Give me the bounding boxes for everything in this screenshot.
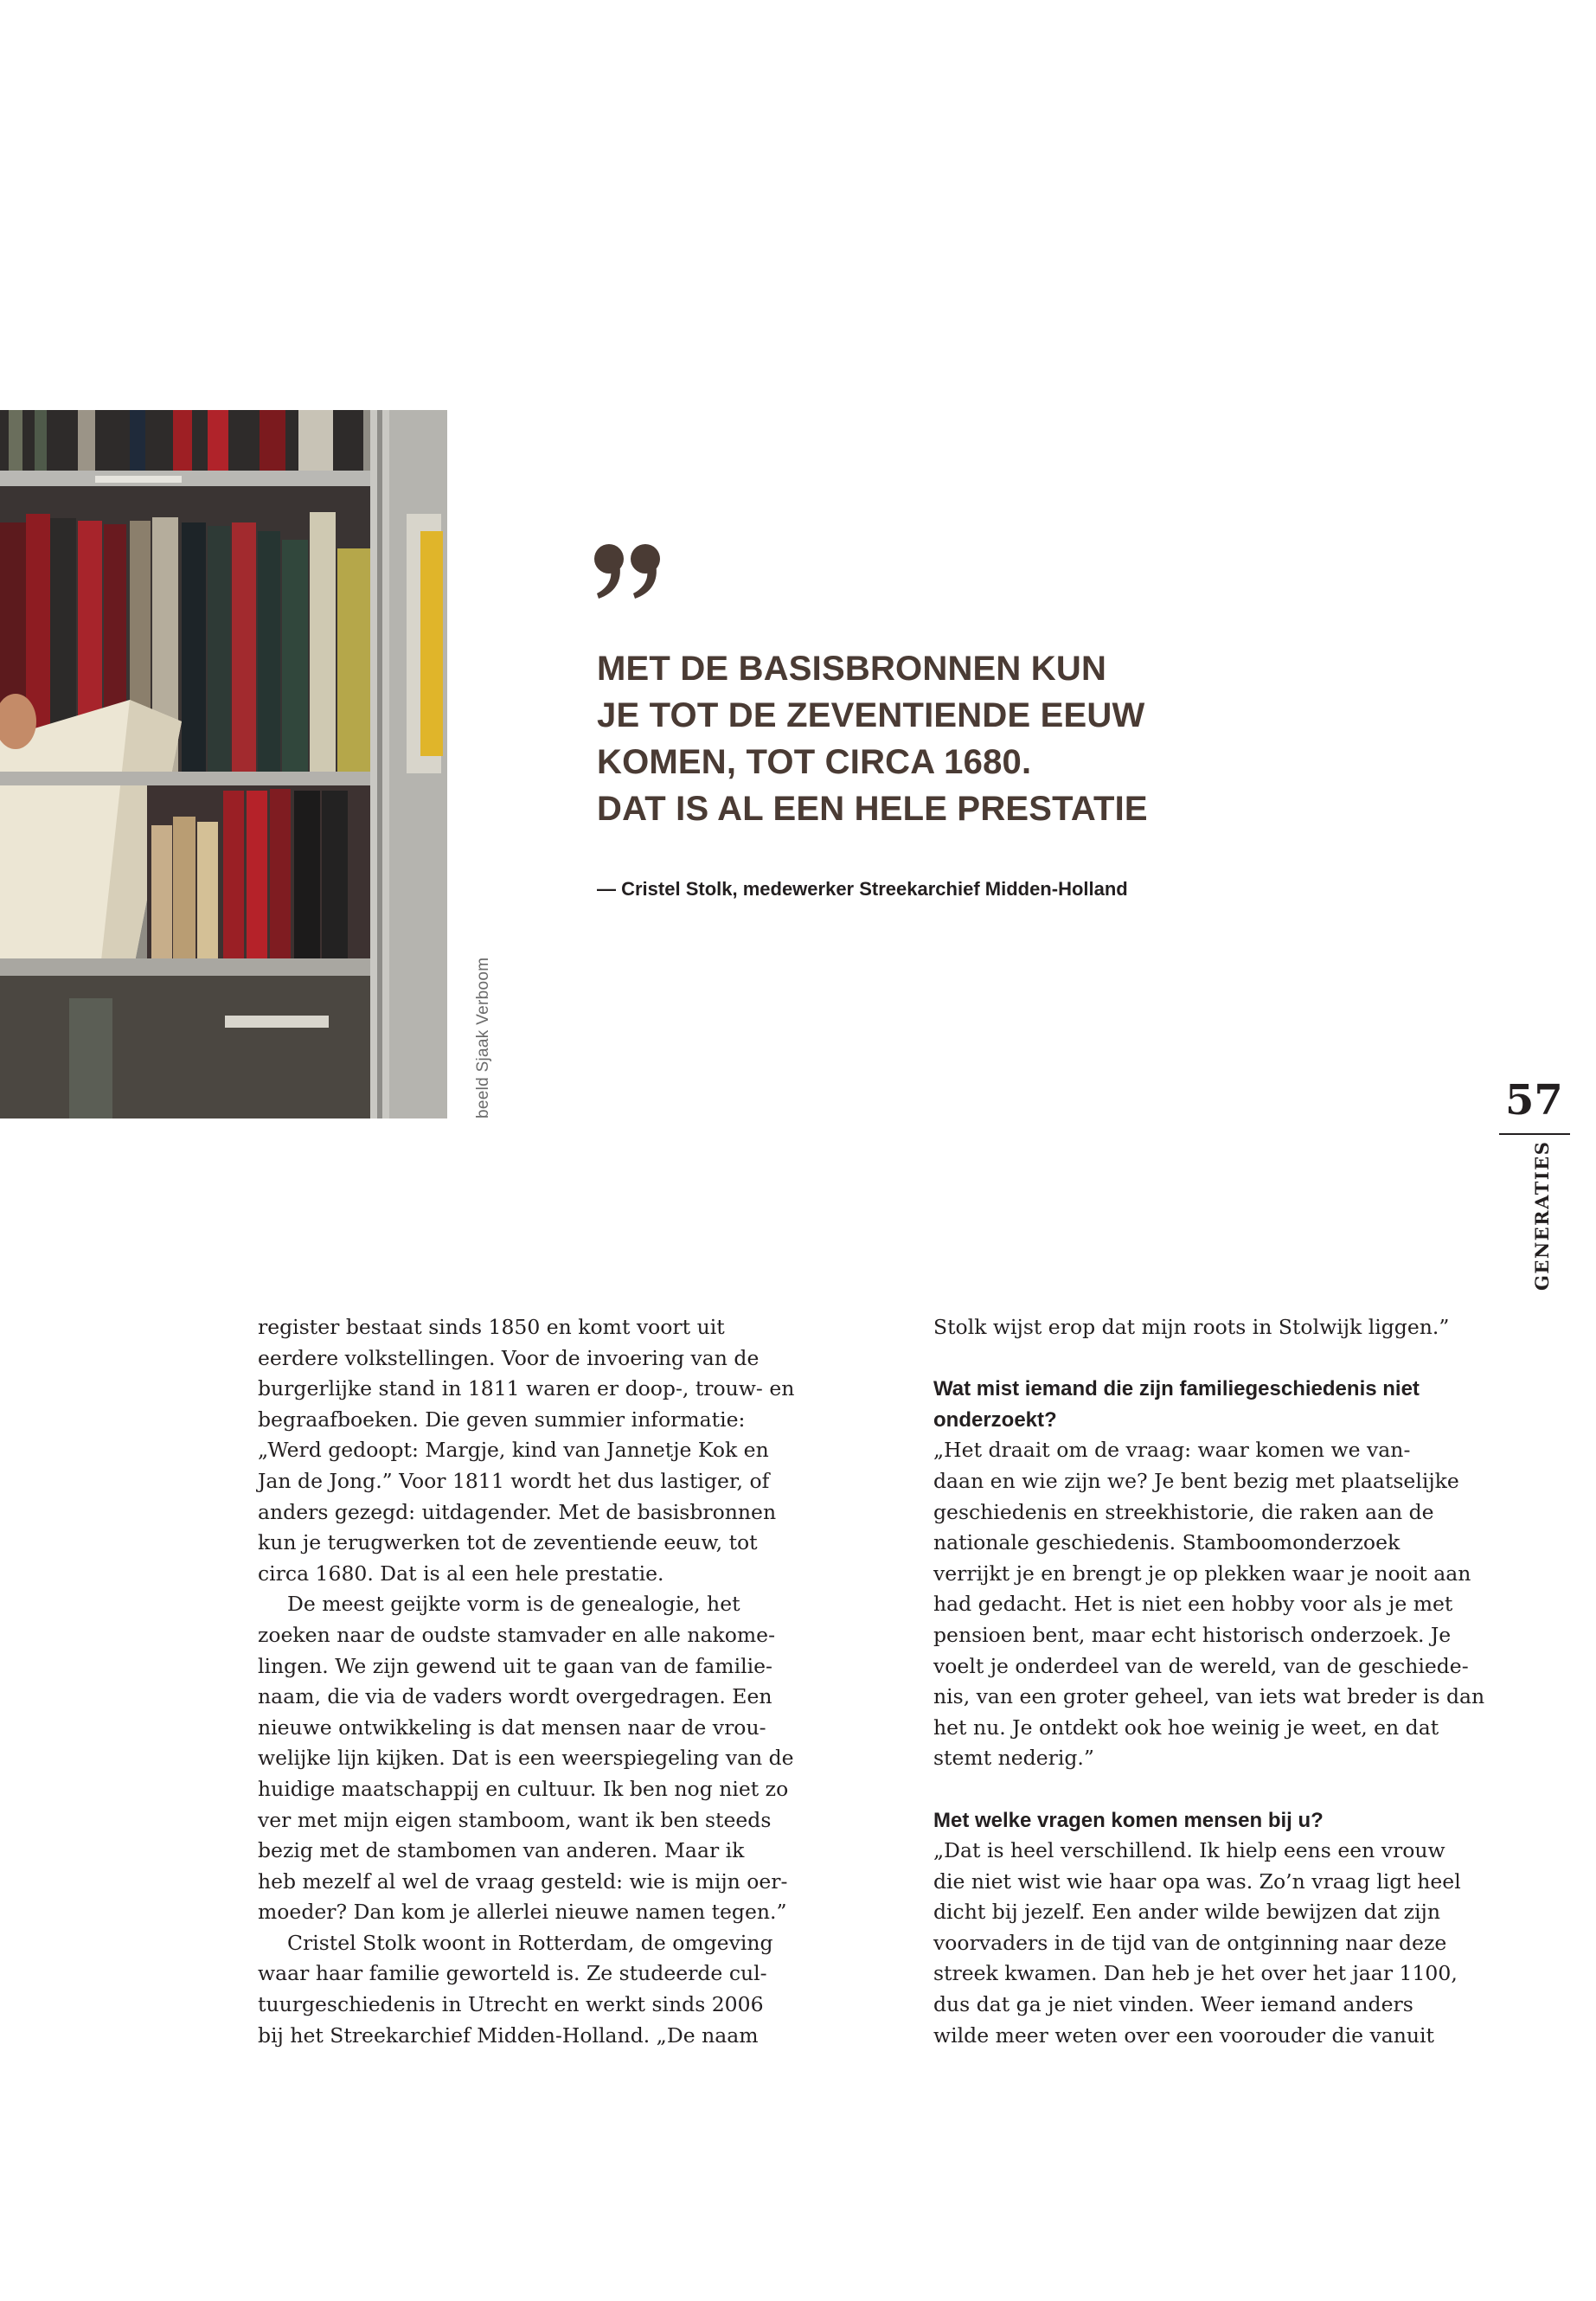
body-text-line: register bestaat sinds 1850 en komt voort uit (258, 1315, 725, 1339)
body-text-line: nieuwe ontwikkeling is dat mensen naar de vrou- (258, 1715, 766, 1740)
section-label: GENERATIES (1531, 1140, 1553, 1291)
article-column-left (258, 1312, 795, 2051)
lower-shelf-books (147, 785, 381, 958)
body-text-line: stemt nederig.” (933, 1746, 1094, 1771)
body-text-line: lingen. We zijn gewend uit te gaan van de familie- (258, 1653, 772, 1678)
pull-quote-line: JE TOT DE ZEVENTIENDE EEUW (597, 696, 1145, 734)
interview-question-line: Met welke vragen komen mensen bij u? (933, 1808, 1324, 1832)
body-text-line: welijke lijn kijken. Dat is een weerspiegeling van de (258, 1746, 794, 1771)
body-text-line: tuurgeschiedenis in Utrecht en werkt sinds 2006 (258, 1992, 764, 2017)
article-column-right (933, 1312, 1487, 2051)
interview-question-line: Wat mist iemand die zijn familiegeschiedenis niet (933, 1377, 1420, 1401)
body-text-line: daan en wie zijn we? Je bent bezig met plaatselijke (933, 1468, 1459, 1493)
body-text-line: pensioen bent, maar echt historisch onderzoek. Je (933, 1622, 1452, 1647)
body-text-line: anders gezegd: uitdagender. Met de basisbronnen (258, 1499, 777, 1524)
body-text-line: huidige maatschappij en cultuur. Ik ben nog niet zo (258, 1776, 789, 1801)
body-text-line: De meest geijkte vorm is de genealogie, het (287, 1592, 740, 1617)
paragraph-gap (933, 1343, 1487, 1375)
body-text-line: ver met mijn eigen stamboom, want ik ben steeds (258, 1807, 772, 1832)
body-text-line: „Dat is heel verschillend. Ik hielp eens een vrouw (933, 1838, 1445, 1863)
body-text-line: verrijkt je en brengt je op plekken waar je nooit aan (933, 1561, 1471, 1586)
body-text-line: geschiedenis en streekhistorie, die raken aan de (933, 1499, 1434, 1524)
body-text-line: „Het draait om de vraag: waar komen we van- (933, 1438, 1411, 1463)
body-text-line: Stolk wijst erop dat mijn roots in Stolwijk liggen.” (933, 1315, 1450, 1339)
interview-question-line: onderzoekt? (933, 1407, 1057, 1432)
body-text-line: die niet wist wie haar opa was. Zo’n vraag ligt heel (933, 1868, 1461, 1894)
quote-attribution: — Cristel Stolk, medewerker Streekarchief Midden-Holland (597, 878, 1128, 900)
body-text-line: Jan de Jong.” Voor 1811 wordt het dus lastiger, of (258, 1468, 770, 1493)
body-text-line: voelt je onderdeel van de wereld, van de geschiede- (933, 1653, 1469, 1678)
body-text-line: heb mezelf al wel de vraag gesteld: wie is mijn oer- (258, 1868, 788, 1894)
quotation-mark-icon (593, 540, 666, 600)
body-text-line: wilde meer weten over een voorouder die vanuit (933, 2022, 1434, 2048)
body-text-line: circa 1680. Dat is al een hele prestatie. (258, 1561, 664, 1586)
body-text-line: nis, van een groter geheel, van iets wat breder is dan (933, 1684, 1485, 1709)
pull-quote (597, 645, 1254, 832)
page-number: 57 (1505, 1076, 1563, 1125)
body-text-line: zoeken naar de oudste stamvader en alle nakome- (258, 1622, 776, 1647)
body-text-line: burgerlijke stand in 1811 waren er doop-, trouw- en (258, 1376, 795, 1401)
body-text-line: had gedacht. Het is niet een hobby voor als je met (933, 1592, 1453, 1617)
body-text-line: dicht bij jezelf. Een ander wilde bewijzen dat zijn (933, 1900, 1440, 1925)
body-text-line: bezig met de stambomen van anderen. Maar ik (258, 1838, 745, 1863)
paragraph-gap (933, 1774, 1487, 1805)
body-text-line: kun je terugwerken tot de zeventiende eeuw, tot (258, 1530, 758, 1555)
body-text-line: naam, die via de vaders wordt overgedragen. Een (258, 1684, 772, 1709)
body-text-line: bij het Streekarchief Midden-Holland. „De naam (258, 2022, 759, 2048)
body-text-line: waar haar familie geworteld is. Ze studeerde cul- (258, 1961, 767, 1986)
bookshelf-illustration (0, 410, 447, 1118)
archive-photo (0, 410, 447, 1118)
pull-quote-line: MET DE BASISBRONNEN KUN (597, 650, 1107, 688)
body-text-line: „Werd gedoopt: Margje, kind van Jannetje Kok en (258, 1438, 769, 1463)
body-text-line: begraafboeken. Die geven summier informatie: (258, 1407, 746, 1432)
body-text-line: Cristel Stolk woont in Rotterdam, de omgeving (287, 1930, 773, 1955)
folio-divider (1499, 1133, 1570, 1135)
body-text-line: voorvaders in de tijd van de ontginning naar deze (933, 1930, 1447, 1955)
body-text-line: moeder? Dan kom je allerlei nieuwe namen tegen.” (258, 1900, 787, 1925)
pull-quote-line: DAT IS AL EEN HELE PRESTATIE (597, 790, 1148, 828)
body-text-line: het nu. Je ontdekt ook hoe weinig je weet, en dat (933, 1715, 1439, 1740)
body-text-line: nationale geschiedenis. Stamboomonderzoek (933, 1530, 1401, 1555)
top-shelf-books (0, 410, 363, 471)
body-text-line: dus dat ga je niet vinden. Weer iemand anders (933, 1992, 1413, 2017)
pull-quote-line: KOMEN, TOT CIRCA 1680. (597, 743, 1032, 781)
body-text-line: streek kwamen. Dan heb je het over het jaar 1100, (933, 1961, 1458, 1986)
body-text-line: eerdere volkstellingen. Voor de invoering van de (258, 1345, 760, 1370)
photo-credit: beeld Sjaak Verboom (474, 957, 492, 1118)
